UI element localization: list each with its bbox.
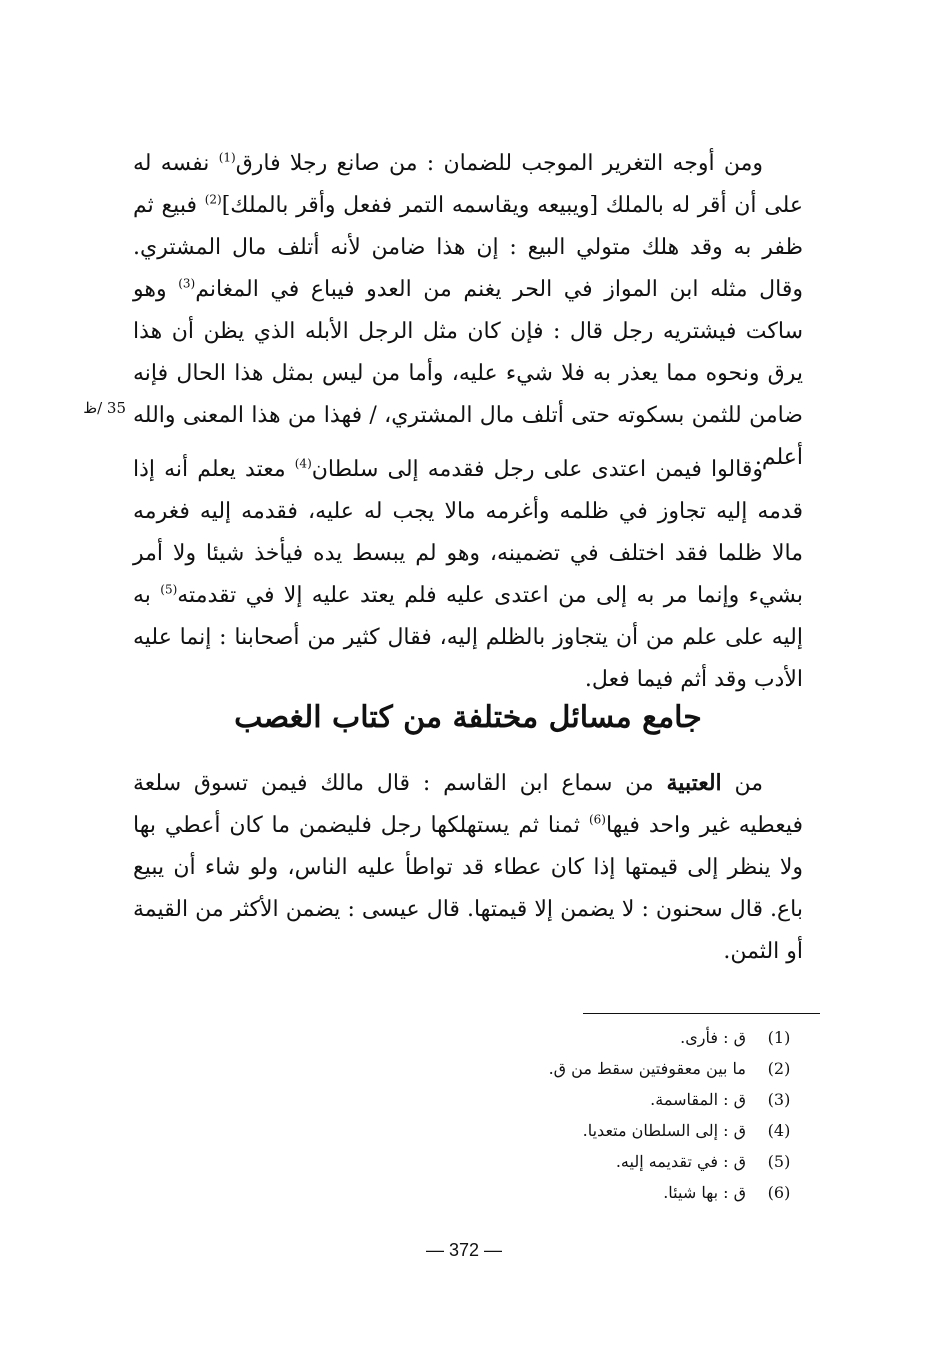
footnote-number: (6) — [767, 1183, 791, 1202]
paragraph-1 — [133, 143, 803, 479]
paragraph-1-text-b: نفسه له على أن أقر له بالملك [ويبيعه ويقاسمه التمر ففعل وأقر بالملك] — [133, 151, 803, 218]
source-title-bold: العتبية — [666, 770, 722, 796]
footnote-number: (4) — [767, 1121, 791, 1140]
paragraph-2-text-c: به إليه على علم من أن يتجاوز بالظلم إليه، فقال كثير من أصحابنا : إنما عليه الأدب وقد أثم فيما فعل. — [133, 583, 803, 692]
footnote-ref-3[interactable]: (3) — [178, 276, 196, 291]
footnote-number: (2) — [767, 1059, 791, 1078]
footnote-text: ق : المقاسمة. — [650, 1090, 746, 1109]
paragraph-1-text-a: ومن أوجه التغرير الموجب للضمان : من صانع رجلا فارق — [235, 151, 763, 176]
footnote-item — [430, 1053, 800, 1084]
footnotes-list — [430, 1022, 800, 1208]
footnote-text: ق : بها شيئا. — [663, 1183, 746, 1202]
footnote-ref-1[interactable]: (1) — [218, 150, 236, 165]
paragraph-3-text-b: ثمنا ثم يستهلكها رجل فليضمن ما كان أعطي بها ولا ينظر إلى قيمتها إذا كان عطاء قد تواطأ عليه الناس، ولو شاء أن يبيع باع. قال سحنون : لا يضمن إلا قيمتها. قال عيسى : يضمن الأكثر من القيمة أو الثمن. — [133, 813, 803, 964]
footnote-text: ق : فأرى. — [680, 1028, 746, 1047]
footnote-ref-6[interactable]: (6) — [588, 812, 606, 827]
paragraph-2-text-a: وقالوا فيمن اعتدى على رجل فقدمه إلى سلطان — [311, 457, 763, 482]
paragraph-1-text-d: وهو ساكت فيشتريه رجل قال : فإن كان مثل الرجل الأبله الذي يظن أن هذا يرق ونحوه مما يعذر به فلا شيء عليه، وأما من ليس بمثل هذا الحال فإنه ضامن للثمن بسكوته حتى أتلف مال المشتري، / فهذا من هذا المعنى والله أعلم. — [133, 277, 804, 470]
manuscript-folio-marker: 35 /ظ — [83, 399, 126, 417]
paragraph-3 — [133, 762, 803, 973]
paragraph-2-text-b: معتد يعلم أنه إذا قدمه إليه تجاوز في ظلمه وأغرمه مالا يجب له عليه، فقدمه إليه فغرمه مالا ظلما فقد اختلف في تضمينه، وهو لم يبسط يده فيأخذ شيئا ولا أمر بشيء وإنما مر به إلى من اعتدى عليه فلم يعتد عليه إلا في تقدمته — [133, 457, 803, 608]
footnote-ref-4[interactable]: (4) — [294, 456, 312, 471]
paragraph-1-text-c: فبيع ثم ظفر به وقد هلك متولي البيع : إن هذا ضامن لأنه أتلف مال المشتري. وقال مثله ابن المواز في الحر يغنم من العدو فيباع في المغانم — [133, 193, 804, 302]
footnote-item — [430, 1022, 800, 1053]
paragraph-2 — [133, 449, 803, 701]
footnote-number: (3) — [767, 1090, 791, 1109]
footnote-text: ق : في تقديمه إليه. — [615, 1152, 746, 1171]
footnote-item — [430, 1146, 800, 1177]
footnote-ref-2[interactable]: (2) — [204, 192, 222, 207]
section-heading: جامع مسائل مختلفة من كتاب الغصب — [234, 700, 702, 735]
footnote-number: (5) — [767, 1152, 791, 1171]
footnote-number: (1) — [767, 1028, 791, 1047]
page-number: — 372 — — [425, 1240, 503, 1260]
footnote-item — [430, 1084, 800, 1115]
footnote-ref-5[interactable]: (5) — [160, 582, 178, 597]
footnote-text: ما بين معقوفتين سقط من ق. — [548, 1059, 746, 1078]
footnote-text: ق : إلى السلطان متعديا. — [582, 1121, 746, 1140]
footnote-item — [430, 1115, 800, 1146]
footnote-item — [430, 1177, 800, 1208]
paragraph-3-text-a: من سماع ابن القاسم : قال مالك فيمن تسوق سلعة فيعطيه غير واحد فيها — [133, 771, 803, 838]
paragraph-3-lead: من — [721, 771, 763, 796]
footnote-separator — [583, 1013, 820, 1014]
